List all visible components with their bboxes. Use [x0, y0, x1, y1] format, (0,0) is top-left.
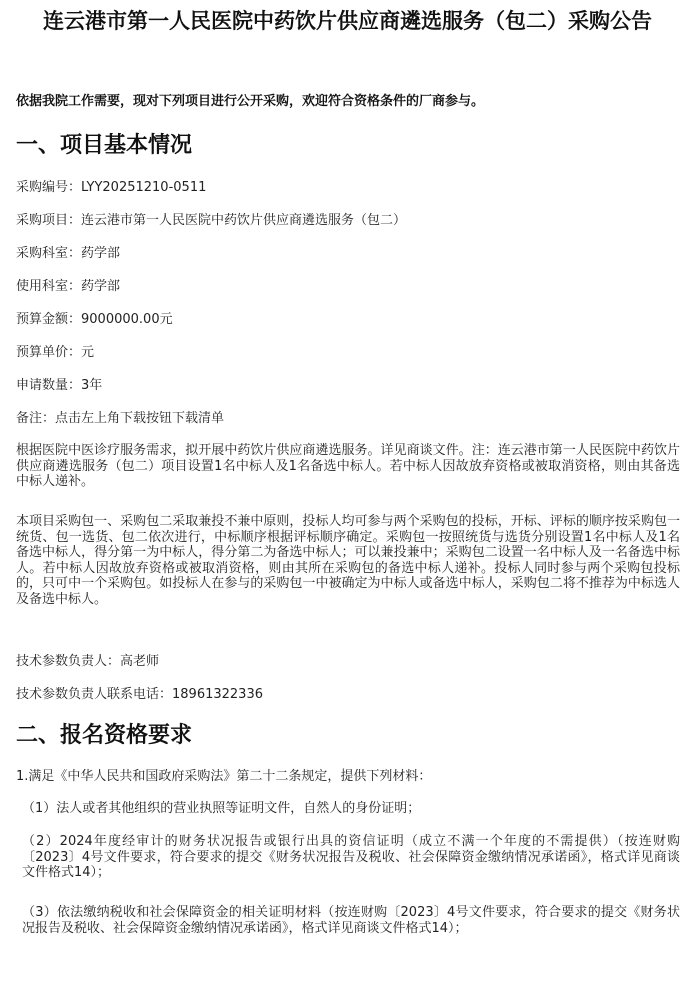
- intro-text: 依据我院工作需要，现对下列项目进行公开采购，欢迎符合资格条件的厂商参与。: [16, 94, 485, 109]
- field-label: 使用科室：: [16, 279, 82, 294]
- field-label: 预算金额：: [16, 312, 82, 327]
- field-purchase-number: [16, 179, 206, 197]
- tech-contact-person: [16, 653, 159, 671]
- project-description-paragraph: 根据医院中医诊疗服务需求，拟开展中药饮片供应商遴选服务。详见商谈文件。注：连云港市第一人民医院中药饮片供应商遴选服务（包二）项目设置1名中标人及1名备选中标人。若中标人因故放弃资格或被取消资格，则由其备选中标人递补。: [16, 443, 680, 489]
- field-value: 高老师: [120, 654, 160, 669]
- field-value: LYY20251210-0511: [81, 180, 207, 195]
- field-label: 申请数量：: [16, 378, 82, 393]
- field-value: 9000000.00元: [81, 312, 173, 327]
- page-title: 连云港市第一人民医院中药饮片供应商遴选服务（包二）采购公告: [43, 9, 652, 33]
- field-purchase-department: [16, 245, 120, 263]
- field-label: 技术参数负责人：: [16, 654, 121, 669]
- field-value: 3年: [81, 378, 103, 393]
- tech-contact-phone: [16, 686, 263, 704]
- qualification-item: 1.满足《中华人民共和国政府采购法》第二十二条规定，提供下列材料：: [16, 769, 432, 784]
- field-value: 点击左上角下载按钮下载清单: [55, 411, 225, 426]
- field-user-department: [16, 278, 120, 296]
- field-label: 采购科室：: [16, 246, 82, 261]
- field-label: 技术参数负责人联系电话：: [16, 687, 173, 702]
- field-label: 备注：: [16, 411, 56, 426]
- field-value: 药学部: [81, 279, 121, 294]
- field-remarks: [16, 410, 224, 428]
- qualification-item: （2）2024年度经审计的财务状况报告或银行出具的资信证明（成立不满一个年度的不需提供）（按连财购〔2023〕4号文件要求，符合要求的提交《财务状况报告及税收、社会保障资金缴纳情况承诺函》，格式详见商谈文件格式14）；: [22, 834, 680, 880]
- field-budget-amount: [16, 311, 173, 329]
- qualification-item: （3）依法缴纳税收和社会保障资金的相关证明材料（按连财购〔2023〕4号文件要求，符合要求的提交《财务状况报告及税收、社会保障资金缴纳情况承诺函》，格式详见商谈文件格式14）；: [22, 905, 680, 936]
- field-value: 药学部: [81, 246, 121, 261]
- package-rules-paragraph: 本项目采购包一、采购包二采取兼投不兼中原则，投标人均可参与两个采购包的投标，开标、评标的顺序按采购包一统货、包一选货、包二依次进行，中标顺序根据评标顺序确定。采购包一按照统货与选货分别设置1名中标人及1名备选中标人，得分第一为中标人，得分第二为备选中标人；可以兼投兼中；采购包二设置一名中标人及一名备选中标人。若中标人因故放弃资格或被取消资格，则由其所在采购包的备选中标人递补。投标人同时参与两个采购包投标的，只可中一个采购包。如投标人在参与的采购包一中被确定为中标人或备选中标人，采购包二将不推荐为中标选人及备选中标人。: [16, 514, 680, 607]
- section-heading-qualifications: 二、报名资格要求: [16, 723, 193, 748]
- field-value: 18961322336: [172, 687, 263, 702]
- field-label: 采购编号：: [16, 180, 82, 195]
- section-heading-basic-info: 一、项目基本情况: [16, 133, 193, 158]
- field-unit-budget: [16, 344, 94, 362]
- field-value: 连云港市第一人民医院中药饮片供应商遴选服务（包二）: [81, 213, 407, 228]
- field-value: 元: [81, 345, 95, 360]
- field-quantity: [16, 377, 102, 395]
- field-purchase-project: [16, 212, 406, 230]
- field-label: 预算单价：: [16, 345, 82, 360]
- qualification-item: （1）法人或者其他组织的营业执照等证明文件，自然人的身份证明；: [22, 801, 421, 816]
- field-label: 采购项目：: [16, 213, 82, 228]
